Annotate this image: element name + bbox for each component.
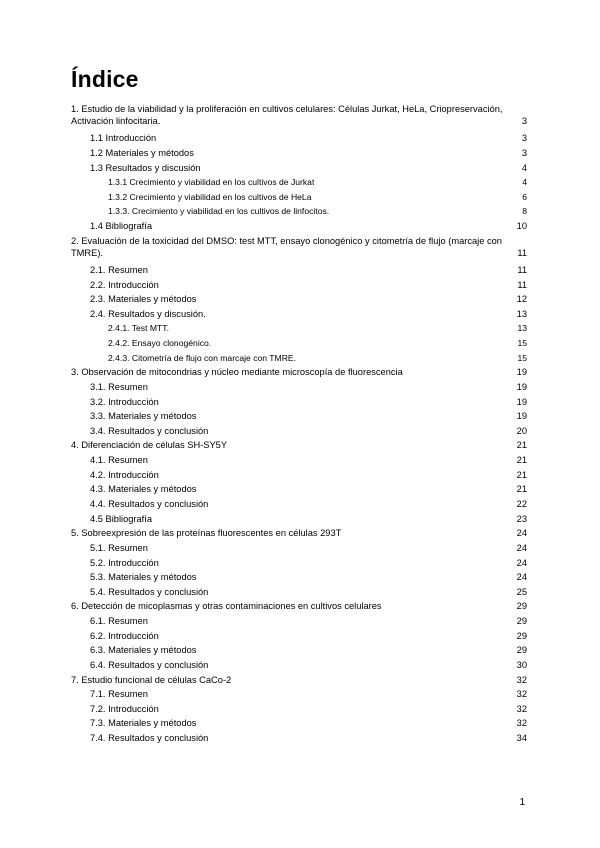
toc-section[interactable] — [90, 542, 527, 554]
toc-entry-page: 22 — [516, 499, 527, 509]
toc-entry-title: 6.1. Resumen — [90, 616, 148, 627]
toc-entry-title: 5.4. Resultados y conclusión — [90, 586, 209, 597]
toc-entry-title: 5.1. Resumen — [90, 542, 148, 553]
toc-entry-page: 19 — [516, 396, 527, 407]
toc-section[interactable] — [90, 264, 527, 276]
toc-entry-page: 32 — [516, 689, 527, 700]
toc-section[interactable] — [108, 176, 527, 188]
page-title: Índice — [71, 66, 139, 92]
toc-entry-title: 4. Diferenciación de células SH-SY5Y — [71, 440, 228, 451]
toc-section[interactable] — [90, 703, 527, 715]
toc-entry-title: 5. Sobreexpresión de las proteínas fluorescentes en células 293T — [71, 528, 342, 539]
toc-entry-page: 24 — [516, 528, 527, 539]
toc-entry-page: 13 — [517, 323, 527, 334]
toc-entry-page: 12 — [516, 294, 527, 305]
toc-entry-title: 7.1. Resumen — [90, 689, 148, 700]
toc-entry-title: 2.4.3. Citometría de flujo con marcaje con TMRE. — [108, 352, 297, 363]
toc-entry-page: 24 — [516, 572, 527, 583]
toc-section[interactable] — [90, 615, 527, 627]
toc-entry-page: 25 — [516, 586, 527, 597]
toc-section[interactable] — [108, 337, 527, 349]
toc-entry-title: 2.4. Resultados y discusión. — [90, 308, 206, 319]
toc-section[interactable] — [90, 469, 527, 481]
toc-section[interactable] — [90, 132, 527, 144]
toc-entry-page: 4 — [521, 162, 527, 173]
toc-entry-page: 21 — [516, 484, 527, 495]
toc-section[interactable] — [90, 220, 527, 232]
toc-entry-page: 29 — [516, 601, 527, 612]
toc-section[interactable] — [90, 732, 527, 744]
toc-section[interactable] — [90, 498, 527, 510]
toc-section[interactable] — [90, 396, 527, 408]
toc-entry-title: 4.2. Introducción — [90, 469, 159, 480]
toc-entry-title: 1.2 Materiales y métodos — [90, 147, 194, 158]
toc-entry-title: 6.4. Resultados y conclusión — [90, 659, 209, 670]
toc-entry-title: 5.3. Materiales y métodos — [90, 572, 197, 583]
toc-section[interactable] — [108, 322, 527, 334]
toc-entry-page: 4 — [522, 177, 527, 188]
toc-section[interactable] — [108, 191, 527, 203]
toc-section[interactable] — [90, 557, 527, 569]
toc-chapter[interactable] — [71, 600, 527, 612]
toc-section[interactable] — [90, 659, 527, 671]
toc-entry-page: 20 — [516, 425, 527, 436]
toc-entry-page: 11 — [517, 279, 527, 290]
toc-entry-title: 4.3. Materiales y métodos — [90, 484, 197, 495]
toc-section[interactable] — [108, 205, 527, 217]
toc-entry-page: 15 — [517, 352, 527, 363]
toc-section[interactable] — [90, 717, 527, 729]
toc-entry-page: 29 — [516, 630, 527, 641]
toc-entry-title: 2.2. Introducción — [90, 279, 159, 290]
toc-entry-page: 19 — [516, 367, 527, 378]
toc-section[interactable] — [90, 279, 527, 291]
toc-entry-page: 19 — [516, 411, 527, 422]
toc-entry-title: 2.4.1. Test MTT. — [108, 323, 169, 334]
toc-entry-title: 4.1. Resumen — [90, 455, 148, 466]
toc-entry-page: 32 — [516, 674, 527, 685]
toc-entry-page: 29 — [516, 645, 527, 656]
toc-entry-page: 19 — [516, 381, 527, 392]
toc-entry-title: 1.1 Introducción — [90, 133, 157, 144]
toc-section[interactable] — [90, 147, 527, 159]
toc-entry-title: 3. Observación de mitocondrias y núcleo mediante microscopía de fluorescencia — [71, 367, 403, 378]
toc-entry-title: 2. Evaluación de la toxicidad del DMSO: test MTT, ensayo clonogénico y citometría de flujo (marcaje con TMRE). — [71, 235, 502, 258]
toc-chapter[interactable] — [71, 235, 527, 259]
toc-entry-page: 6 — [522, 191, 527, 202]
toc-entry-page: 24 — [516, 542, 527, 553]
toc-chapter[interactable] — [71, 674, 527, 686]
toc-section[interactable] — [90, 293, 527, 305]
toc-entry-page: 11 — [517, 247, 527, 258]
toc-entry-title: 7.2. Introducción — [90, 703, 159, 714]
toc-entry-title: 7. Estudio funcional de células CaCo-2 — [71, 674, 232, 685]
toc-section[interactable] — [90, 586, 527, 598]
toc-entry-title: 6.2. Introducción — [90, 630, 159, 641]
toc-entry-page: 21 — [516, 455, 527, 466]
toc-entry-page: 32 — [516, 718, 527, 729]
toc-entry-title: 1. Estudio de la viabilidad y la proliferación en cultivos celulares: Células Jurkat, HeLa, Criopreservación, Activación linfocitaria. — [71, 104, 503, 126]
toc-section[interactable] — [90, 425, 527, 437]
toc-section[interactable] — [90, 688, 527, 700]
toc-entry-title: 3.2. Introducción — [90, 396, 159, 407]
page-number: 1 — [519, 797, 525, 808]
toc-entry-page: 34 — [516, 733, 527, 744]
toc-entry-title: 6. Detección de micoplasmas y otras contaminaciones en cultivos celulares — [71, 601, 382, 612]
toc-entry-title: 4.4. Resultados y conclusión — [90, 499, 209, 509]
toc-entry-title: 3.3. Materiales y métodos — [90, 411, 197, 422]
toc-entry-page: 21 — [516, 440, 527, 451]
toc-section[interactable] — [90, 483, 527, 495]
toc-entry-page: 32 — [516, 703, 527, 714]
toc-entry-page: 11 — [517, 264, 527, 275]
toc-section[interactable] — [108, 352, 527, 364]
toc-section[interactable] — [90, 454, 527, 466]
toc-entry-title: 6.3. Materiales y métodos — [90, 645, 197, 656]
toc-entry-page: 29 — [516, 616, 527, 627]
toc-entry-page: 21 — [516, 469, 527, 480]
toc-section[interactable] — [90, 410, 527, 422]
toc-entry-page: 10 — [516, 221, 527, 232]
toc-entry-title: 5.2. Introducción — [90, 557, 159, 568]
toc-entry-title: 7.4. Resultados y conclusión — [90, 733, 209, 744]
toc-entry-title: 7.3. Materiales y métodos — [90, 718, 197, 729]
toc-entry-title: 2.1. Resumen — [90, 264, 148, 275]
toc-entry-title: 1.4 Bibliografía — [90, 221, 153, 232]
toc-entry-title: 1.3.3. Crecimiento y viabilidad en los cultivos de linfocitos. — [108, 206, 330, 217]
toc-section[interactable] — [90, 571, 527, 583]
toc-entry-page: 30 — [516, 659, 527, 670]
toc-entry-title: 1.3.2 Crecimiento y viabilidad en los cultivos de HeLa — [108, 191, 312, 202]
toc-chapter[interactable] — [71, 103, 527, 127]
toc-chapter[interactable] — [71, 366, 527, 378]
toc-entry-page: 3 — [521, 116, 527, 126]
toc-entry-title: 1.3 Resultados y discusión — [90, 162, 201, 173]
toc-section[interactable] — [90, 630, 527, 642]
toc-entry-page: 8 — [522, 206, 527, 217]
toc-entry-page: 3 — [521, 147, 527, 158]
toc-entry-title: 2.3. Materiales y métodos — [90, 294, 197, 305]
toc-section[interactable] — [90, 381, 527, 393]
toc-entry-page: 13 — [516, 308, 527, 319]
toc-entry-title: 3.4. Resultados y conclusión — [90, 425, 209, 436]
toc-entry-page: 23 — [516, 513, 527, 524]
toc-chapter[interactable] — [71, 439, 527, 451]
toc-section[interactable] — [90, 644, 527, 656]
toc-entry-page: 24 — [516, 557, 527, 568]
toc-entry-title: 4.5 Bibliografía — [90, 513, 153, 524]
toc-section[interactable] — [90, 308, 527, 320]
toc-entry-page: 3 — [521, 133, 527, 144]
toc-entry-title: 3.1. Resumen — [90, 381, 148, 392]
toc-entry-title: 2.4.2. Ensayo clonogénico. — [108, 338, 212, 349]
toc-entry-page: 15 — [517, 338, 527, 349]
toc-section[interactable] — [90, 162, 527, 174]
toc-entry-title: 1.3.1 Crecimiento y viabilidad en los cultivos de Jurkat — [108, 177, 315, 188]
toc-section[interactable] — [90, 513, 527, 525]
toc-chapter[interactable] — [71, 527, 527, 539]
